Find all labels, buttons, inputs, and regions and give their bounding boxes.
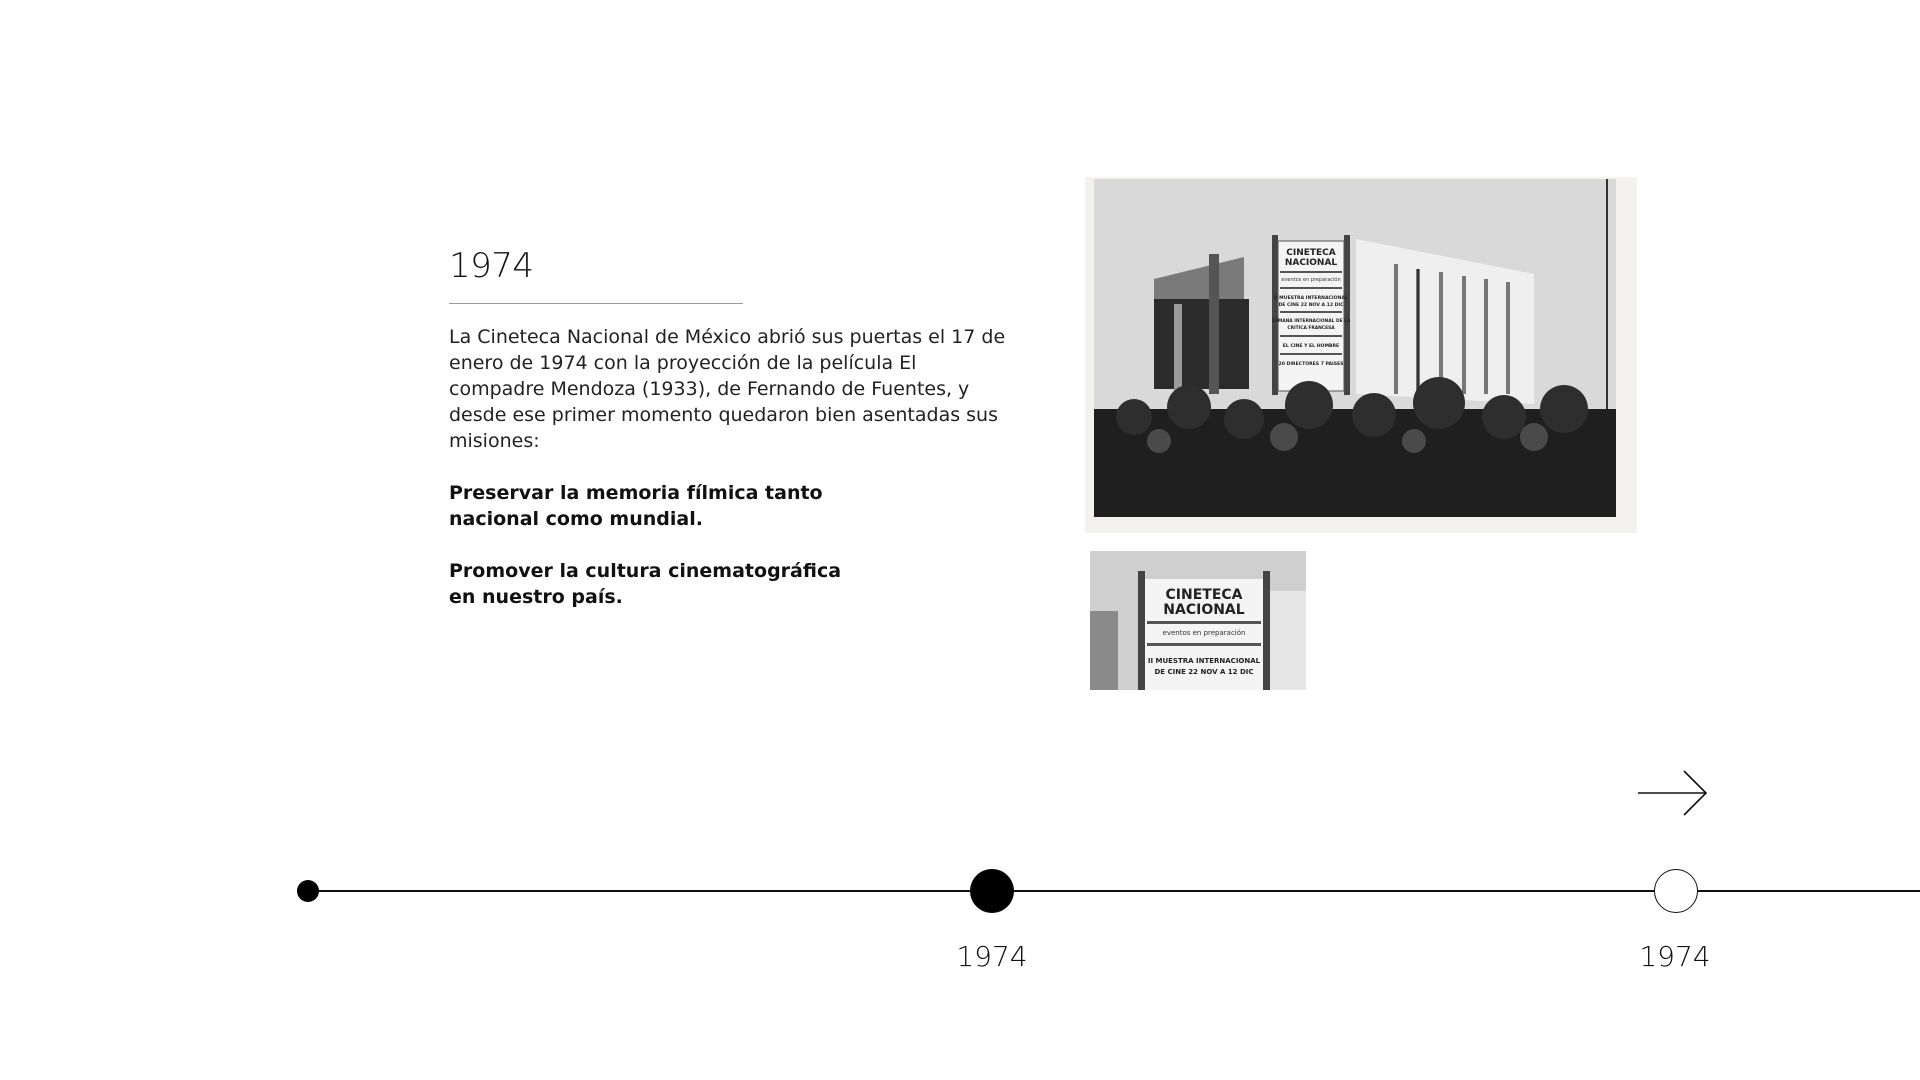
thumb-sign-nacional: NACIONAL [1163, 602, 1245, 618]
cineteca-photo-thumbnail[interactable] [1090, 551, 1306, 690]
sign-text-cine-hombre: EL CINE Y EL HOMBRE [1282, 344, 1340, 349]
mission-promote: Promover la cultura cinematográfica en nuestro país. [449, 560, 842, 608]
thumb-sign-cineteca: CINETECA [1165, 587, 1243, 603]
timeline-dot-next[interactable] [1654, 869, 1698, 913]
sign-text-nacional: NACIONAL [1284, 258, 1338, 268]
sign-text-cineteca: CINETECA [1286, 248, 1336, 258]
sign-text-events: eventos en preparación [1281, 277, 1341, 283]
timeline-label-current[interactable]: 1974 [956, 940, 1028, 973]
sign-text-critica: CRITICA FRANCESA [1287, 326, 1335, 331]
sign-text-semana: SEMANA INTERNACIONAL DE LA [1271, 319, 1351, 324]
thumb-sign-dates: DE CINE 22 NOV A 12 DIC [1154, 668, 1254, 676]
thumb-sign-muestra: II MUESTRA INTERNACIONAL [1147, 657, 1261, 665]
entry-year-title: 1974 [449, 246, 534, 286]
mission-preserve: Preservar la memoria fílmica tanto nacional como mundial. [449, 482, 823, 530]
timeline-label-next[interactable]: 1974 [1639, 940, 1711, 973]
cineteca-photo-main[interactable] [1085, 177, 1637, 533]
arrow-right-icon[interactable] [1636, 768, 1710, 818]
sign-text-dates: DE CINE 22 NOV A 12 DIC [1278, 303, 1344, 308]
timeline-start-dot[interactable] [297, 880, 319, 902]
timeline-dot-active[interactable] [970, 869, 1014, 913]
title-divider [449, 303, 743, 304]
sign-text-muestra: II MUESTRA INTERNACIONAL [1274, 296, 1348, 301]
entry-description: La Cineteca Nacional de México abrió sus puertas el 17 de enero de 1974 con la proyección de la película El compadre Mendoza (1933), de Fernando de Fuentes, y desde ese primer momento quedaron bien asentadas sus misiones: [449, 326, 1006, 452]
thumb-sign-events: eventos en preparación [1162, 629, 1246, 637]
sign-text-directores: 20 DIRECTORES 7 PAISES [1278, 362, 1344, 367]
